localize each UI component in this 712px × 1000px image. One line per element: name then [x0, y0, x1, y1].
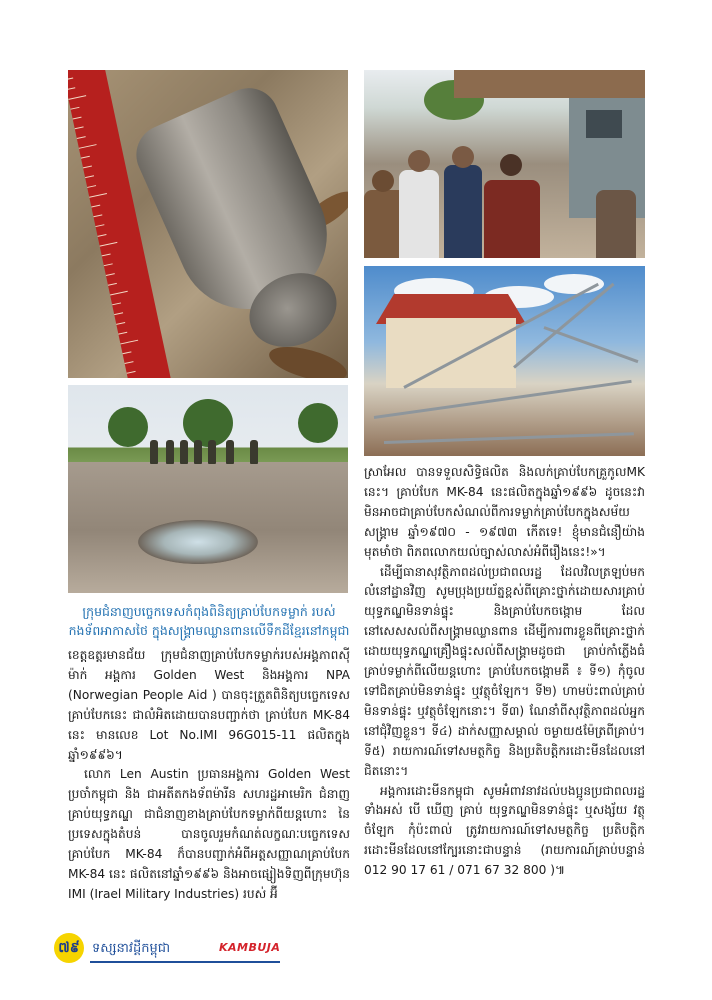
text-column-left	[68, 646, 350, 905]
photo-bomb-with-ruler	[68, 70, 348, 378]
measuring-ruler	[68, 70, 180, 378]
paragraph: លោក Len Austin ប្រធានអង្គការ Golden West ប្រចាំកម្ពុជា និង ជាអតីតកងទ័ពម៉ារីន សហរដ្ឋអាមេរិក ជំនាញគ្រាប់យុទ្ធភណ្ឌ ជាជំនាញខាងគ្រាប់បែកទម្លាក់ពីយន្តហោះ នៃប្រទេសក្នុងតំបន់ បានចូលរួមកំណត់លក្ខណៈបច្ចេកទេសគ្រាប់បែក MK-84 ក៏បានបញ្ជាក់អំពីអត្តសញ្ញាណគ្រាប់បែក MK-84 នេះ ផលិតនៅឆ្នាំ១៩៩៦ និងអាចផ្សៀងទិញពីក្រុមហ៊ុន IMI (Irael Military Industries) របស់ អ៊ី	[68, 767, 350, 901]
photo-crowd-inspection	[364, 70, 645, 258]
photo-caption: ក្រុមជំនាញបច្ចេកទេសកំពុងពិនិត្យគ្រាប់បែកទម្លាក់ របស់កងទ័ពអាកាសថៃ ក្នុងសង្គ្រាមឈ្លានពានលើទឹកដីខ្មែរនៅកម្ពុជា	[68, 604, 350, 638]
paragraph: ស្រាអែល បានទទួលសិទ្ធិផលិត និងលក់គ្រាប់បែកគ្រួកូលMK នេះ។ គ្រាប់បែក MK-84 នេះផលិតក្នុងឆ្នាំ១៩៩៦ ដូចនេះវាមិនអាចជាគ្រាប់បែកសំណល់ពីការទម្លាក់គ្រាប់បែកក្នុងសម័យសង្គ្រាម ឆ្នាំ១៩៧០ - ១៩៧៣ កើតទេ! ខ្ញុំមានជំនឿយ៉ាងមុតមាំថា ពិភពលោកយល់ច្បាស់លាស់អំពីរឿងនេះ!»។	[364, 465, 645, 559]
photo-bomb-crater	[68, 385, 348, 593]
paragraph: អង្គការដោះមីនកម្ពុជា សូមអំពាវនាវដល់បងប្អូនប្រជាពលរដ្ឋទាំងអស់ បើ ឃើញ គ្រាប់ យុទ្ធភណ្ឌមិនទាន់ផ្ទុះ ឬសង្ស័យ វត្ថុចំឡែក កុំប៉ះពាល់ ត្រូវរាយការណ៍ទៅសមត្ថកិច្ច ប្រតិបត្តិករដោះមីនដែលនៅក្បែរនោះជាបន្ទាន់ (រាយការណ៍គ្រាប់បន្ទាន់ 012 90 17 61 / 071 67 32 800 )៕	[364, 783, 645, 878]
paragraph: ខេត្តឧត្តរមានជ័យ ក្រុមជំនាញគ្រាប់បែកទម្លាក់របស់អង្គភាពស៊ីម៉ាក់ អង្គការ Golden West និងអង្គការ NPA (Norwegian People Aid ) បានចុះត្រួតពិនិត្យបច្ចេកទេសគ្រាប់បែកនេះ ជាលំអិតដោយបានបញ្ជាក់ថា គ្រាប់បែក MK-84 នេះ មានលេខ Lot No.IMI 96G015-11 ផលិតក្នុង ឆ្នាំ១៩៩៦។	[68, 648, 350, 762]
magazine-brand: KAMBUJA	[219, 941, 281, 954]
paragraph: ដើម្បីធានាសុវត្ថិភាពដល់ប្រជាពលរដ្ឋ ដែលវិលត្រឡប់មកលំនៅដ្ឋានវិញ សូមប្រុងប្រយ័ត្នខ្ពស់ពីគ្រោះថ្នាក់ដោយសារគ្រាប់យុទ្ធភណ្ឌមិនទាន់ផ្ទុះ និងគ្រាប់បែកចង្កោម ដែលនៅសេសសល់ពីសង្គ្រាមឈ្លានពាន ដើម្បីការពារខ្លួនពីគ្រោះថ្នាក់ដោយយុទ្ធភណ្ឌគ្រឿងផ្ទុះសល់ពីសង្គ្រាមដូចជា គ្រាប់កាំភ្លើងធំ គ្រាប់ទម្លាក់ពីលើយន្តហោះ គ្រាប់បែកចង្កោមគឺ ៖ ទី១) កុំចូលទៅជិតគ្រាប់មិនទាន់ផ្ទុះ ឬវត្ថុចំឡែក។ ទី២) ហាមប៉ះពាល់គ្រាប់មិនទាន់ផ្ទុះ ឬវត្ថុចំឡែកនោះ។ ទី៣) ណែនាំពីសុវត្ថិភាពដល់អ្នកនៅជុំវិញខ្លួន។ ទី៤) ដាក់សញ្ញាសម្គាល់ ចម្ងាយ៥ម៉ែត្រពីគ្រាប់។ ទី៥) រាយការណ៍ទៅសមត្ថកិច្ច និងប្រតិបត្តិករដោះមីនដែលនៅជិតនោះ។	[364, 564, 645, 778]
magazine-title: ទស្សនាវដ្តីកម្ពុជា	[92, 941, 171, 956]
page-number-badge: ៧៩	[54, 933, 84, 963]
house-building	[386, 318, 516, 388]
footer-rule	[90, 961, 280, 963]
page-footer	[54, 933, 284, 965]
text-column-right	[364, 463, 645, 881]
crater-pit	[138, 520, 258, 564]
photo-collapsed-tower	[364, 266, 645, 456]
